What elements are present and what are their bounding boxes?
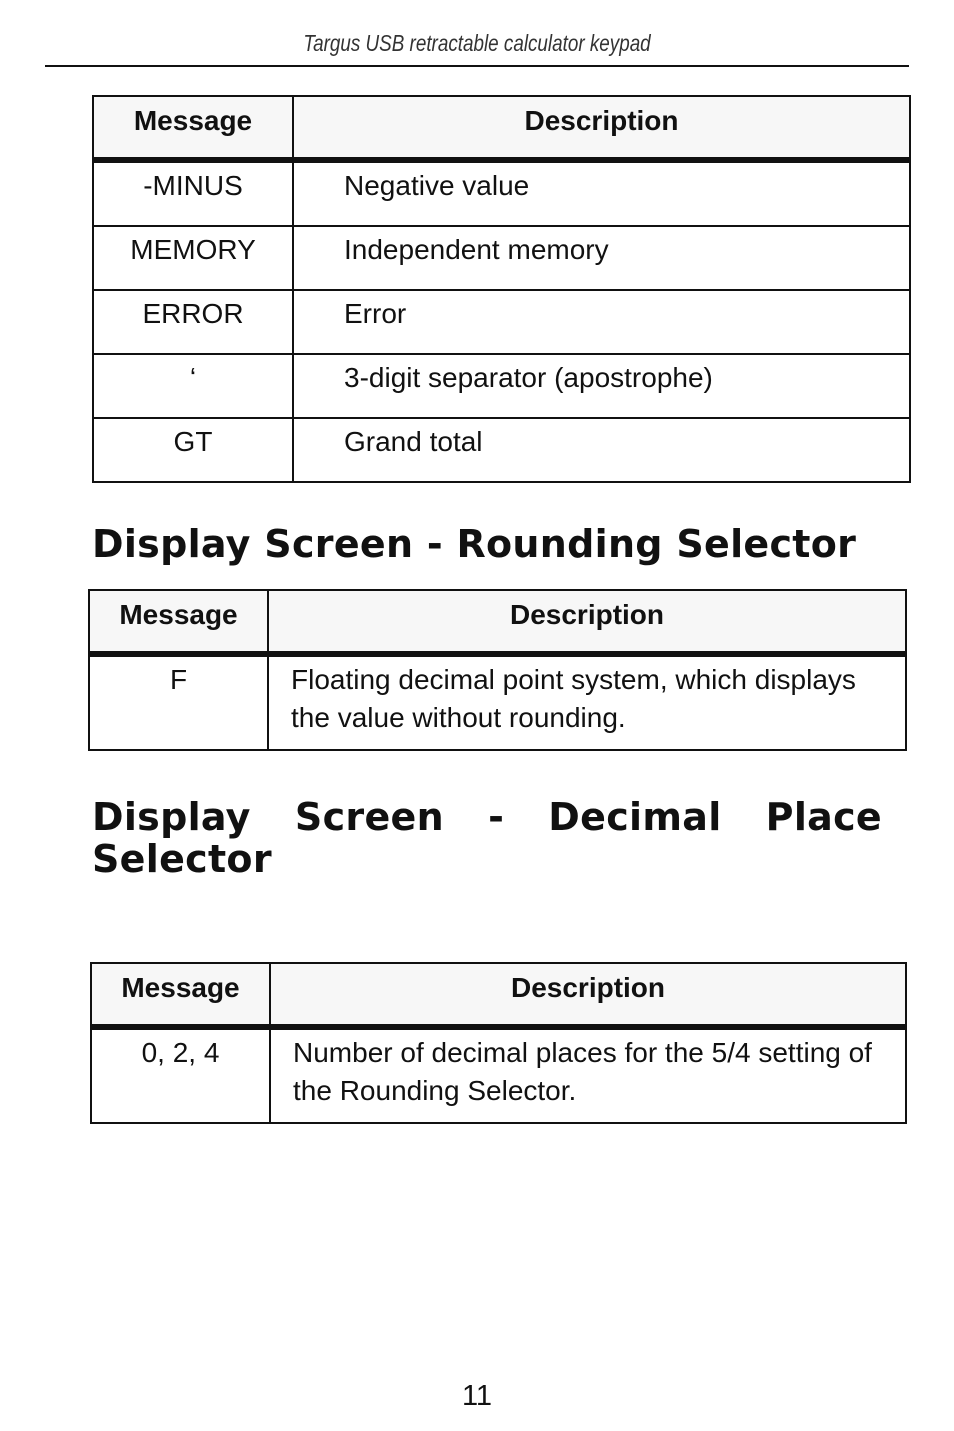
column-header-description: Description xyxy=(270,963,906,1027)
message-cell: MEMORY xyxy=(93,226,293,290)
page-number: 11 xyxy=(461,1380,493,1412)
header-rule xyxy=(45,65,909,67)
table-header-row xyxy=(89,590,906,654)
table-row xyxy=(93,418,910,482)
column-header-description: Description xyxy=(268,590,906,654)
message-cell: 0, 2, 4 xyxy=(91,1027,270,1123)
rounding-selector-heading: Display Screen - Rounding Selector xyxy=(92,522,857,566)
message-cell: -MINUS xyxy=(93,160,293,226)
description-cell: Grand total xyxy=(293,418,910,482)
column-header-message: Message xyxy=(93,96,293,160)
description-cell: Independent memory xyxy=(293,226,910,290)
description-cell: Negative value xyxy=(293,160,910,226)
table-row xyxy=(91,1027,906,1123)
table-header-row xyxy=(93,96,910,160)
message-cell: ‘ xyxy=(93,354,293,418)
column-header-message: Message xyxy=(89,590,268,654)
table-row xyxy=(93,290,910,354)
message-cell: F xyxy=(89,654,268,750)
decimal-place-selector-table xyxy=(90,962,907,1124)
table-row xyxy=(93,226,910,290)
description-cell: Floating decimal point system, which displays the value without rounding. xyxy=(268,654,906,750)
rounding-selector-table xyxy=(88,589,907,751)
column-header-description: Description xyxy=(293,96,910,160)
table-header-row xyxy=(91,963,906,1027)
decimal-place-selector-heading: Display Screen - Decimal Place Selector xyxy=(92,795,882,881)
table-row xyxy=(93,354,910,418)
message-cell: GT xyxy=(93,418,293,482)
description-cell: Error xyxy=(293,290,910,354)
description-cell: 3-digit separator (apostrophe) xyxy=(293,354,910,418)
table-row xyxy=(89,654,906,750)
running-header: Targus USB retractable calculator keypad xyxy=(303,30,651,56)
table-row xyxy=(93,160,910,226)
message-cell: ERROR xyxy=(93,290,293,354)
description-cell: Number of decimal places for the 5/4 setting of the Rounding Selector. xyxy=(270,1027,906,1123)
column-header-message: Message xyxy=(91,963,270,1027)
messages-table xyxy=(92,95,911,483)
